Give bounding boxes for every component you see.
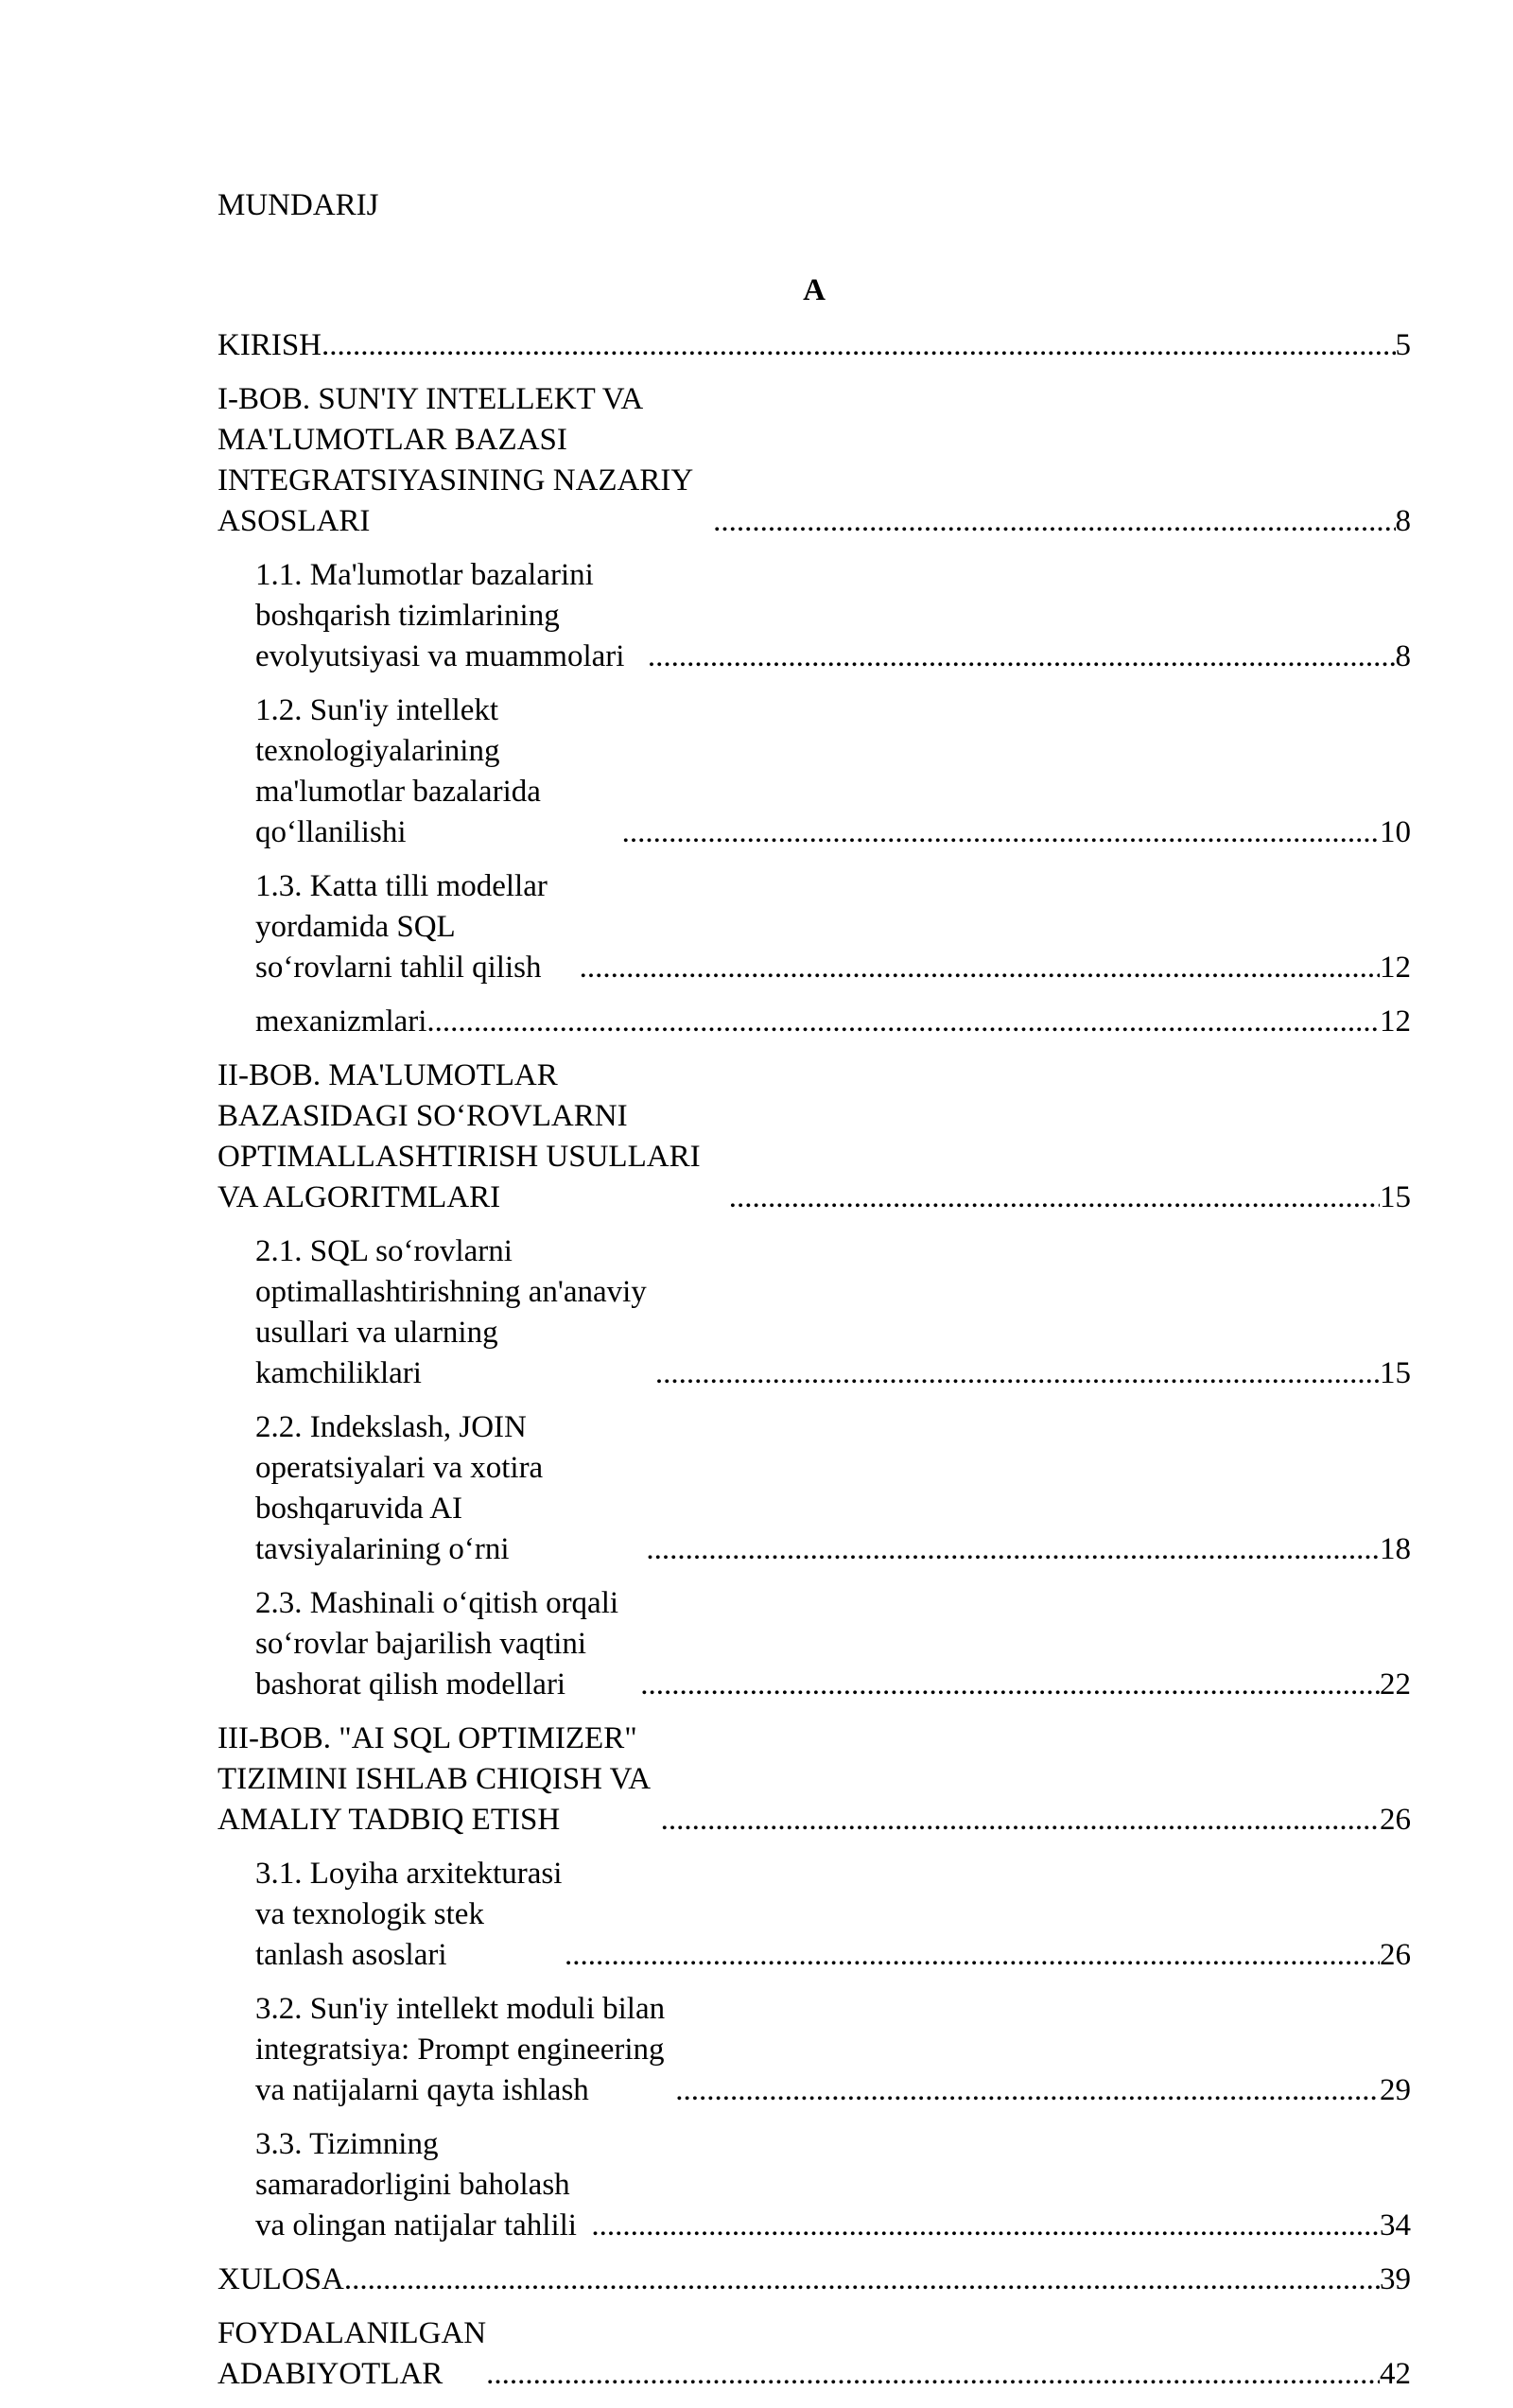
toc-entry[interactable]: [217, 1407, 1411, 1570]
toc-entry-title: FOYDALANILGAN ADABIYOTLAR: [217, 2316, 487, 2391]
document-page: [217, 185, 1411, 2408]
document-title: MUNDARIJ: [217, 188, 379, 222]
toc-dot-leader: [646, 1529, 1380, 1570]
toc-dot-leader: [426, 1002, 1380, 1042]
toc-dot-leader: [661, 1800, 1380, 1841]
toc-entry-title: 3.1. Loyiha arxitekturasi va texnologik stek tanlash asoslari: [255, 1857, 563, 1972]
section-letter-heading: A: [803, 273, 826, 307]
toc-entry[interactable]: [217, 2260, 1411, 2300]
toc-dot-leader: [344, 2260, 1380, 2300]
toc-dot-leader: [322, 325, 1395, 366]
toc-entry-title: II-BOB. MA'LUMOTLAR BAZASIDAGI SO‘ROVLARNI OPTIMALLASHTIRISH USULLARI VA ALGORITMLARI: [217, 1058, 701, 1214]
toc-entry[interactable]: [217, 2313, 1411, 2395]
toc-entry-title: 1.2. Sun'iy intellekt texnologiyalarining ma'lumotlar bazalarida qo‘llanilishi: [255, 693, 541, 849]
toc-page-number: 39: [1380, 2262, 1411, 2296]
toc-entry-title: I-BOB. SUN'IY INTELLEKT VA MA'LUMOTLAR BAZASI INTEGRATSIYASINING NAZARIY ASOSLARI: [217, 382, 692, 538]
toc-page-number: 18: [1380, 1532, 1411, 1566]
toc-page-number: 29: [1380, 2073, 1411, 2107]
toc-page-number: 5: [1395, 328, 1411, 362]
toc-entry[interactable]: [217, 690, 1411, 853]
toc-entry[interactable]: [217, 866, 1411, 988]
toc-entry[interactable]: [217, 1854, 1411, 1976]
toc-entry[interactable]: [217, 1002, 1411, 1042]
toc-dot-leader: [655, 1353, 1380, 1394]
toc-entry[interactable]: [217, 325, 1411, 366]
toc-dot-leader: [580, 948, 1380, 988]
toc-entry[interactable]: [217, 1056, 1411, 1218]
toc-page-number: 8: [1395, 639, 1411, 673]
toc-dot-leader: [591, 2206, 1380, 2246]
toc-entry-title: 1.3. Katta tilli modellar yordamida SQL so‘rovlarni tahlil qilish: [255, 869, 548, 985]
toc-dot-leader: [622, 812, 1380, 853]
toc-page-number: 10: [1380, 815, 1411, 849]
toc-dot-leader: [675, 2070, 1380, 2111]
toc-entry[interactable]: [217, 1583, 1411, 1705]
table-of-contents: [217, 325, 1411, 2395]
toc-entry-title: 2.3. Mashinali o‘qitish orqali so‘rovlar bajarilish vaqtini bashorat qilish modellari: [255, 1586, 619, 1701]
toc-page-number: 8: [1395, 504, 1411, 538]
toc-entry[interactable]: [217, 1719, 1411, 1841]
toc-page-number: 22: [1380, 1667, 1411, 1701]
toc-dot-leader: [640, 1665, 1380, 1705]
toc-entry[interactable]: [217, 1989, 1411, 2111]
toc-page-number: 34: [1380, 2208, 1411, 2242]
toc-dot-leader: [565, 1935, 1380, 1976]
toc-entry-title: 2.2. Indekslash, JOIN operatsiyalari va xotira boshqaruvida AI tavsiyalarining o‘rni: [255, 1410, 544, 1566]
toc-dot-leader: [729, 1178, 1380, 1218]
toc-entry-title: mexanizmlari: [255, 1004, 427, 1038]
toc-page-number: 12: [1380, 1004, 1411, 1038]
toc-entry-title: 3.2. Sun'iy intellekt moduli bilan integratsiya: Prompt engineering va natijalarni qayta ishlash: [255, 1992, 666, 2107]
toc-entry-title: 3.3. Tizimning samaradorligini baholash va olingan natijalar tahlili: [255, 2127, 577, 2242]
toc-page-number: 15: [1380, 1356, 1411, 1390]
toc-entry-title: III-BOB. "AI SQL OPTIMIZER" TIZIMINI ISHLAB CHIQISH VA AMALIY TADBIQ ETISH: [217, 1721, 650, 1837]
toc-entry[interactable]: [217, 555, 1411, 677]
toc-page-number: 42: [1380, 2357, 1411, 2391]
toc-dot-leader: [713, 501, 1395, 542]
toc-dot-leader: [486, 2354, 1380, 2395]
toc-entry[interactable]: [217, 1231, 1411, 1394]
toc-entry-title: 2.1. SQL so‘rovlarni optimallashtirishning an'anaviy usullari va ularning kamchiliklari: [255, 1234, 647, 1390]
toc-page-number: 15: [1380, 1180, 1411, 1214]
toc-page-number: 12: [1380, 951, 1411, 985]
toc-page-number: 26: [1380, 1803, 1411, 1837]
toc-entry[interactable]: [217, 379, 1411, 542]
toc-entry-title: KIRISH: [217, 328, 322, 362]
toc-entry-title: 1.1. Ma'lumotlar bazalarini boshqarish tizimlarining evolyutsiyasi va muammolari: [255, 558, 625, 673]
toc-page-number: 26: [1380, 1938, 1411, 1972]
toc-dot-leader: [648, 637, 1396, 677]
toc-entry-title: XULOSA: [217, 2262, 344, 2296]
toc-entry[interactable]: [217, 2124, 1411, 2246]
